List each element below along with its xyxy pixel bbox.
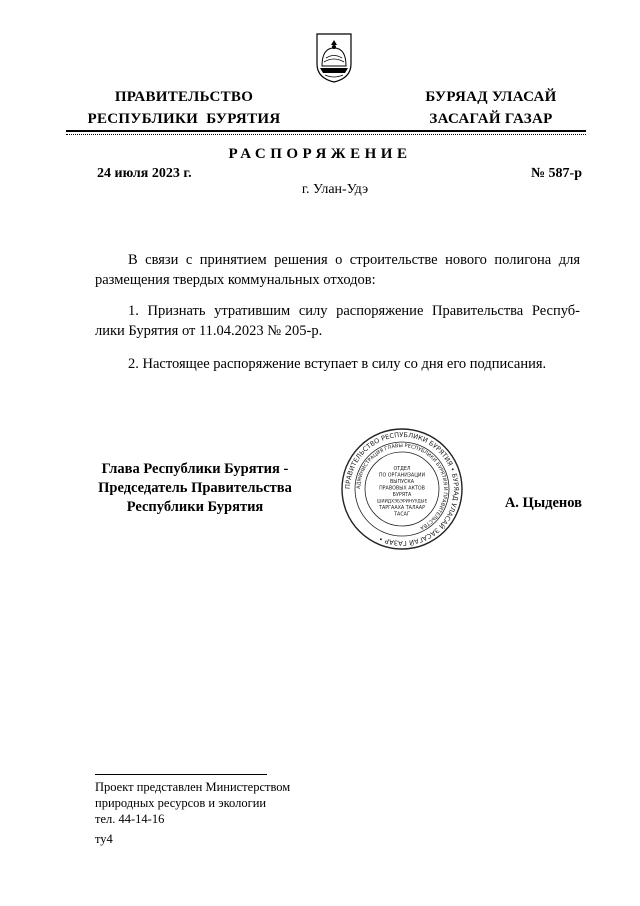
signatory-name: А. Цыденов	[504, 495, 582, 511]
header-dotted-divider	[66, 134, 586, 135]
document-code: ту4	[95, 832, 113, 846]
seal-inner-ring-text: АДМИНИСТРАЦИЯ ГЛАВЫ РЕСПУБЛИКИ БУРЯТИЯ И ПРАВИТЕЛЬСТВА	[355, 442, 449, 531]
seal-center-line: ТАРГААХА ТАЛААР	[379, 506, 425, 511]
footnote-divider	[95, 774, 267, 775]
paragraph-item-1: 1. Признать утратившим силу распоряжение Правительства Респуб- лики Бурятия от 11.04.2023 № 205-р.	[95, 303, 580, 339]
document-city: г. Улан-Удэ	[301, 182, 369, 197]
header-right-title: БУРЯАД УЛАСАЙ ЗАСАГАЙ ГАЗАР	[425, 89, 557, 127]
document-type: РАСПОРЯЖЕНИЕ	[228, 146, 412, 162]
seal-center-line: ПРАВОВЫХ АКТОВ	[379, 486, 425, 492]
coat-of-arms-icon	[314, 30, 354, 84]
document-number: № 587-р	[530, 166, 582, 181]
paragraph-item-2: 2. Настоящее распоряжение вступает в силу со дня его подписания.	[128, 356, 547, 372]
seal-center-line: БУРЯТА	[392, 493, 412, 498]
seal-center-line: ОТДЕЛ	[393, 467, 411, 472]
seal-center-line: ВЫПУСКА	[389, 480, 415, 485]
paragraph-intro: В связи с принятием решения о строительстве нового полигона для размещения твердых коммунальных отходов:	[95, 252, 580, 288]
header-left-title: ПРАВИТЕЛЬСТВО РЕСПУБЛИКИ БУРЯТИЯ	[87, 89, 281, 127]
seal-center-line: ПО ОРГАНИЗАЦИИ	[378, 473, 426, 479]
official-seal	[340, 427, 464, 551]
document-date: 24 июля 2023 г.	[97, 166, 192, 181]
seal-outer-ring-text: ПРАВИТЕЛЬСТВО РЕСПУБЛИКИ БУРЯТИЯ • БУРЯАД УЛАСАЙ ЗАСАГАЙ ГАЗАР •	[343, 430, 461, 548]
seal-center-line: ШИИДХЭБЭРИНУУДЫЕ	[376, 499, 428, 505]
seal-center-line: ТАСАГ	[394, 512, 410, 518]
header-divider	[66, 130, 586, 132]
signatory-title: Глава Республики Бурятия - Председатель Правительства Республики Бурятия	[98, 461, 292, 515]
footnote: Проект представлен Министерством природных ресурсов и экологии тел. 44-14-16	[95, 780, 291, 826]
